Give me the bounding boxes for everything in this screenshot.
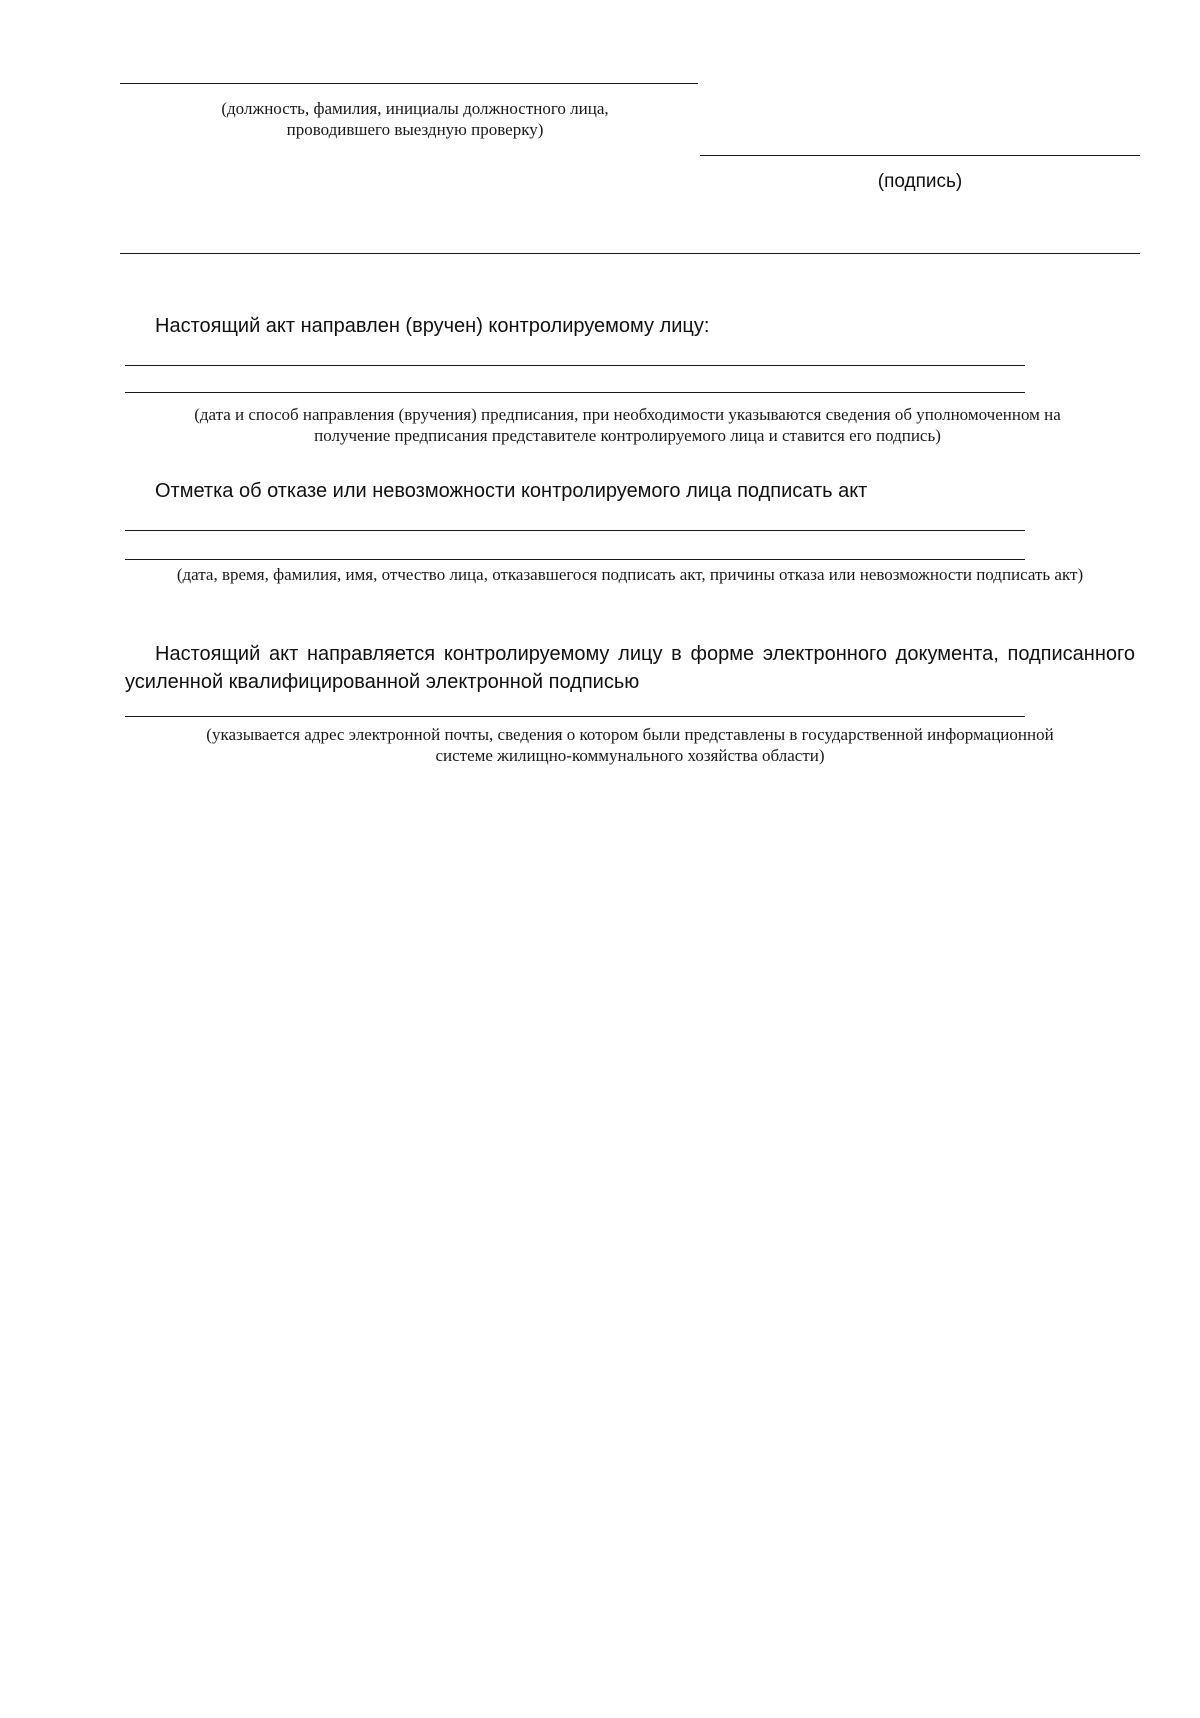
delivery-line-1 (125, 365, 1025, 366)
electronic-caption: (указывается адрес электронной почты, сведения о котором были представлены в государственной информационной системе жилищно-коммунального хозяйства области) (206, 725, 1054, 765)
official-name-line (120, 83, 698, 84)
delivery-statement: Настоящий акт направлен (вручен) контролируемому лицу: (155, 315, 710, 337)
separator-line (120, 253, 1140, 254)
delivery-line-2 (125, 392, 1025, 393)
electronic-statement: Настоящий акт направляется контролируемому лицу в форме электронного документа, подписанного усиленной квалифицированной электронной подписью (125, 643, 1135, 693)
official-caption: (должность, фамилия, инициалы должностного лица, проводившего выездную проверку) (221, 99, 609, 139)
refusal-statement: Отметка об отказе или невозможности контролируемого лица подписать акт (155, 480, 868, 502)
refusal-line-1 (125, 530, 1025, 531)
signature-caption: (подпись) (877, 171, 963, 192)
delivery-caption: (дата и способ направления (вручения) предписания, при необходимости указываются сведения об уполномоченном на получение предписания представителе контролируемого лица и ставится его подпись) (194, 405, 1061, 445)
refusal-line-2 (125, 559, 1025, 560)
refusal-caption: (дата, время, фамилия, имя, отчество лица, отказавшегося подписать акт, причины отказа или невозможности подписать акт) (176, 565, 1084, 584)
signature-line (700, 155, 1140, 156)
email-line (125, 716, 1025, 717)
